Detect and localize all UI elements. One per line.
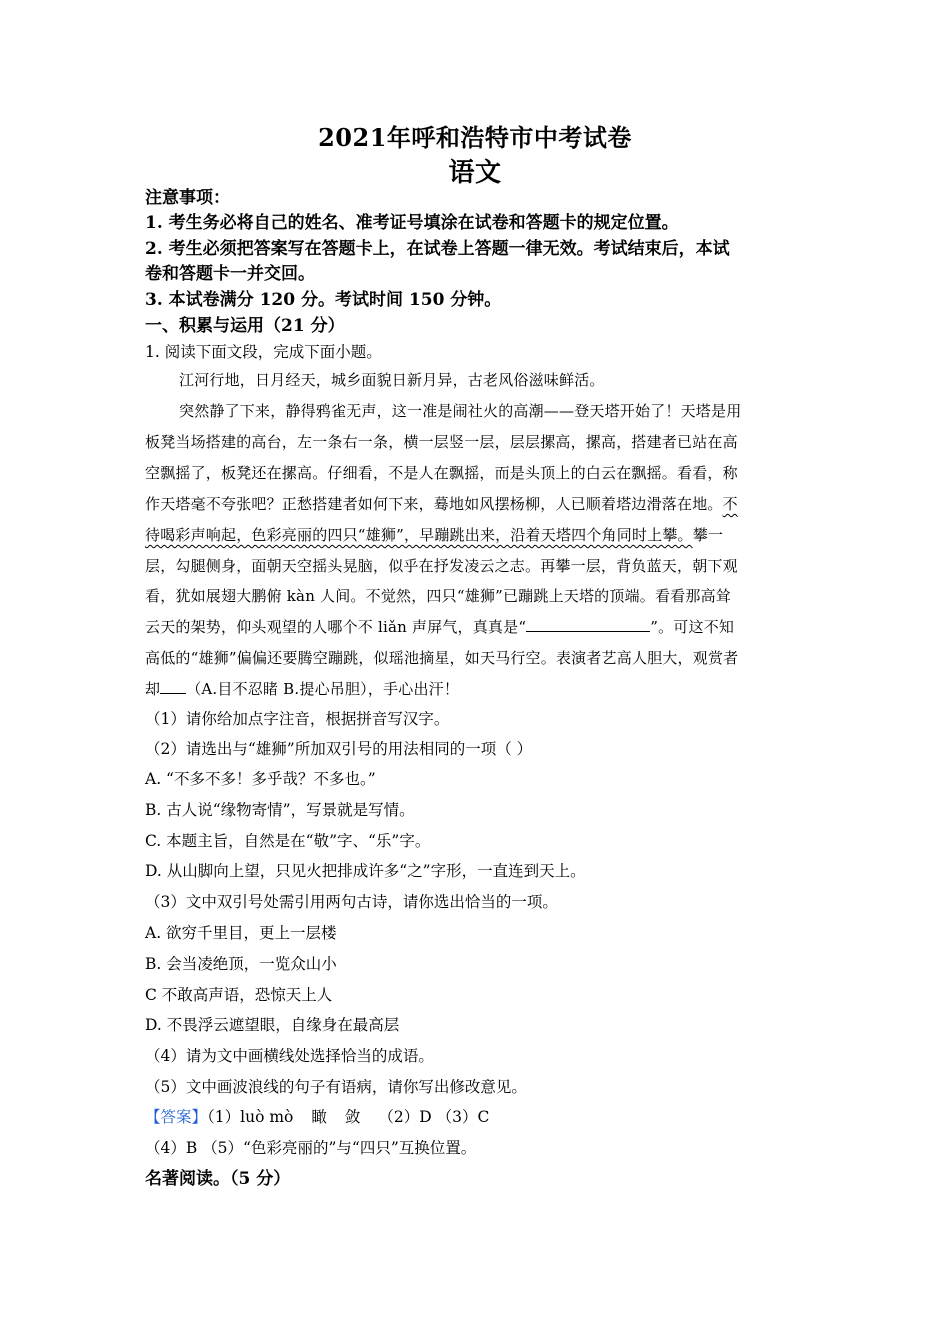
- notice-heading: 注意事项：: [145, 188, 230, 208]
- subject-title: 语文: [448, 158, 502, 188]
- passage-line-9-text: 云天的架势，仰头观望的人哪个不 liǎn 声屏气，真真是“: [145, 618, 527, 636]
- answer-tag: 【答案】: [145, 1108, 208, 1126]
- passage-line-11: [145, 679, 459, 699]
- option-2c: C. 本题主旨，自然是在“敬”字、“乐”字。: [145, 832, 431, 850]
- passage-line-6-rest: 攀一: [692, 526, 724, 544]
- passage-line-9-end: ”。可这不知: [650, 618, 735, 636]
- subquestion-4: （4）请为文中画横线处选择恰当的成语。: [145, 1047, 434, 1065]
- passage-line-3: 板凳当场搭建的高台，左一条右一条，横一层竖一层，层层摞高，摞高，搭建者已站在高: [145, 433, 738, 451]
- section1-heading: 一、积累与运用（21 分）: [145, 316, 345, 336]
- option-3b: B. 会当凌绝顶，一览众山小: [145, 955, 337, 973]
- notice-item-1: 1. 考生务必将自己的姓名、准考证号填涂在试卷和答题卡的规定位置。: [145, 213, 679, 233]
- answer-line-1: [145, 1107, 489, 1127]
- option-3a: A. 欲穷千里目，更上一层楼: [145, 924, 337, 942]
- option-2a: A. “不多不多！多乎哉？不多也。”: [145, 770, 376, 788]
- section2-heading: 名著阅读。（5 分）: [145, 1169, 291, 1189]
- notice-item-3: 3. 本试卷满分 120 分。考试时间 150 分钟。: [145, 290, 502, 310]
- option-3c: C 不敢高声语，恐惊天上人: [145, 986, 333, 1004]
- answer-line-2: （4）B （5）“色彩亮丽的”与“四只”互换位置。: [145, 1139, 477, 1157]
- passage-line-8: 看，犹如展翅大鹏俯 kàn 人间。不觉然，四只“雄狮”已蹦跳上天塔的顶端。看看那高耸: [145, 587, 731, 605]
- passage-line-6: [145, 525, 723, 545]
- option-2d: D. 从山脚向上望，只见火把排成许多“之”字形，一直连到天上。: [145, 862, 586, 880]
- exam-title: 2021年呼和浩特市中考试卷: [318, 123, 632, 152]
- answer-char-2: 敛: [344, 1108, 361, 1126]
- answer-char-1: 瞰: [311, 1108, 327, 1126]
- passage-line-7: 层，勾腿侧身，面朝天空摇头晃脑，似乎在抒发凌云之志。再攀一层，背负蓝天，朝下观: [145, 557, 738, 575]
- passage-line-10: 高低的“雄狮”偏偏还要腾空蹦跳，似瑶池摘星，如天马行空。表演者艺高人胆大，观赏者: [145, 649, 739, 667]
- notice-item-2a: 2. 考生必须把答案写在答题卡上，在试卷上答题一律无效。考试结束后，本试: [145, 239, 730, 259]
- passage-line-11-start: 却: [145, 680, 161, 698]
- passage-line-2: 突然静了下来，静得鸦雀无声，这一准是闹社火的高潮——登天塔开始了！天塔是用: [179, 402, 742, 420]
- answer-choices: （2）D （3）C: [378, 1108, 490, 1126]
- question-1-prompt: 1. 阅读下面文段，完成下面小题。: [145, 343, 382, 361]
- passage-line-5: [145, 494, 738, 514]
- passage-line-9: [145, 617, 734, 637]
- notice-item-2b: 卷和答题卡一并交回。: [145, 264, 315, 284]
- subquestion-1: （1）请你给加点字注音，根据拼音写汉字。: [145, 710, 450, 728]
- passage-line-1: 江河行地，日月经天，城乡面貌日新月异，古老风俗滋味鲜活。: [179, 371, 605, 389]
- idiom-blank: [160, 679, 186, 694]
- wavy-sentence-start: 不: [722, 495, 738, 513]
- subquestion-5: （5）文中画波浪线的句子有语病，请你写出修改意见。: [145, 1078, 527, 1096]
- passage-line-5-text: 作天塔毫不夸张吧？正愁搭建者如何下来，蓦地如风摆杨柳，人已顺着塔边滑落在地。: [145, 495, 723, 513]
- answer-pinyin: （1）luò mò: [207, 1108, 294, 1126]
- passage-line-11-choices: （A.目不忍睹 B.提心吊胆），手心出汗！: [186, 680, 460, 698]
- subquestion-2: （2）请选出与“雄狮”所加双引号的用法相同的一项（ ）: [145, 740, 533, 758]
- wavy-sentence: 待喝彩声响起，色彩亮丽的四只“雄狮”，早蹦跳出来，沿着天塔四个角同时上攀。: [145, 526, 693, 544]
- option-3d: D. 不畏浮云遮望眼，自缘身在最高层: [145, 1016, 400, 1034]
- option-2b: B. 古人说“缘物寄情”，写景就是写情。: [145, 801, 415, 819]
- subquestion-3: （3）文中双引号处需引用两句古诗，请你选出恰当的一项。: [145, 893, 558, 911]
- passage-line-4: 空飘摇了，板凳还在摞高。仔细看，不是人在飘摇，而是头顶上的白云在飘摇。看看，称: [145, 464, 738, 482]
- quote-blank: [526, 617, 650, 632]
